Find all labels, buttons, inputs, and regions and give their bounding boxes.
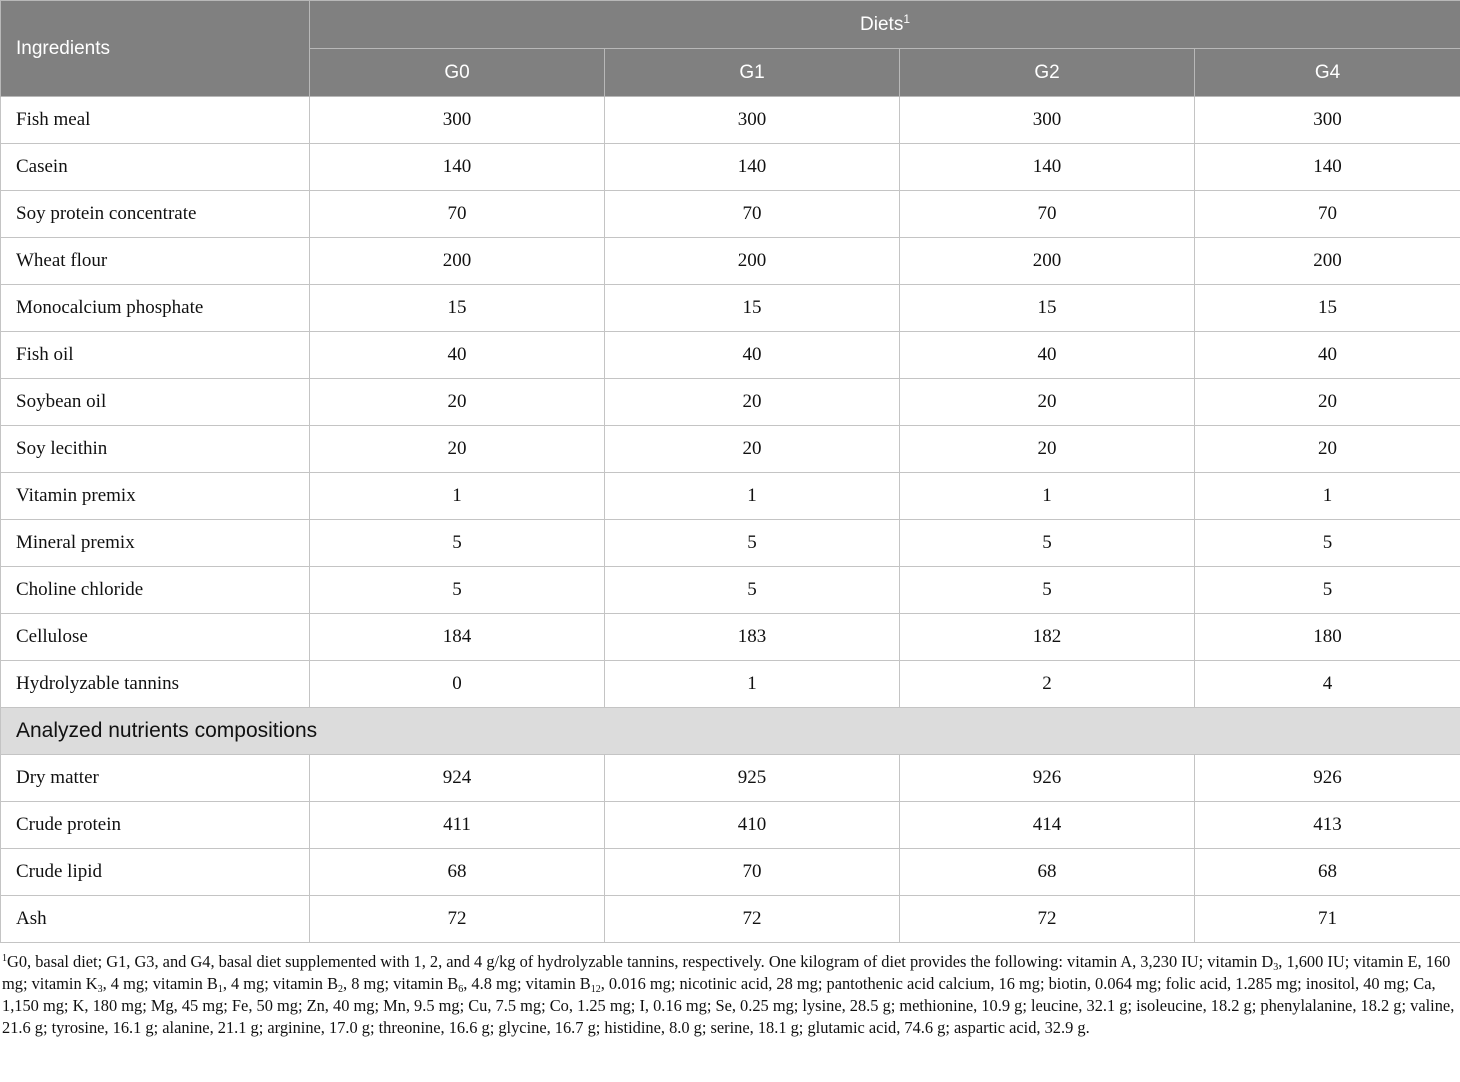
cell-g0: 0 <box>310 661 605 708</box>
cell-g0: 5 <box>310 567 605 614</box>
cell-g0: 5 <box>310 520 605 567</box>
cell-g1: 300 <box>605 97 900 144</box>
header-row-top <box>1 1 1460 49</box>
row-label: Monocalcium phosphate <box>1 285 310 332</box>
footnote-subscript: 3 <box>1273 962 1279 973</box>
table-row <box>1 661 1460 708</box>
cell-g1: 1 <box>605 661 900 708</box>
cell-g0: 184 <box>310 614 605 661</box>
table-row <box>1 379 1460 426</box>
row-label: Cellulose <box>1 614 310 661</box>
cell-g2: 70 <box>900 191 1195 238</box>
cell-g0: 924 <box>310 755 605 802</box>
row-label: Soybean oil <box>1 379 310 426</box>
cell-g4: 20 <box>1195 379 1460 426</box>
cell-g4: 70 <box>1195 191 1460 238</box>
group-header-g2: G2 <box>900 49 1195 97</box>
cell-g2: 20 <box>900 379 1195 426</box>
section-row <box>1 708 1460 755</box>
row-label: Choline chloride <box>1 567 310 614</box>
table-row <box>1 567 1460 614</box>
ingredients-header-label: Ingredients <box>16 37 111 59</box>
row-label: Crude protein <box>1 802 310 849</box>
footnote-text: G0, basal diet; G1, G3, and G4, basal diet supplemented with 1, 2, and 4 g/kg of hydrolyzable tannins, respectively. One kilogram of diet provides the following: vitamin A, 3,230 IU; vitamin D <box>7 952 1274 971</box>
row-label: Vitamin premix <box>1 473 310 520</box>
table-row <box>1 849 1460 896</box>
cell-g4: 926 <box>1195 755 1460 802</box>
diets-footnote-marker: 1 <box>903 11 911 26</box>
table-row <box>1 97 1460 144</box>
table-row <box>1 332 1460 379</box>
row-label: Crude lipid <box>1 849 310 896</box>
footnote-marker: 1 <box>2 953 7 964</box>
cell-g0: 1 <box>310 473 605 520</box>
cell-g1: 5 <box>605 567 900 614</box>
table-row <box>1 755 1460 802</box>
cell-g2: 926 <box>900 755 1195 802</box>
cell-g2: 1 <box>900 473 1195 520</box>
cell-g2: 20 <box>900 426 1195 473</box>
cell-g0: 20 <box>310 379 605 426</box>
row-label: Casein <box>1 144 310 191</box>
cell-g4: 71 <box>1195 896 1460 943</box>
footnote-text: , 8 mg; vitamin B <box>343 974 459 993</box>
cell-g4: 40 <box>1195 332 1460 379</box>
table-row <box>1 896 1460 943</box>
footnote-subscript: 3 <box>97 984 103 995</box>
cell-g2: 40 <box>900 332 1195 379</box>
cell-g0: 70 <box>310 191 605 238</box>
cell-g2: 15 <box>900 285 1195 332</box>
table-row <box>1 473 1460 520</box>
table-row <box>1 520 1460 567</box>
cell-g1: 200 <box>605 238 900 285</box>
cell-g4: 140 <box>1195 144 1460 191</box>
cell-g2: 72 <box>900 896 1195 943</box>
cell-g1: 15 <box>605 285 900 332</box>
cell-g1: 70 <box>605 849 900 896</box>
diets-header-label: Diets <box>860 13 904 35</box>
cell-g4: 413 <box>1195 802 1460 849</box>
row-label: Soy protein concentrate <box>1 191 310 238</box>
row-label: Soy lecithin <box>1 426 310 473</box>
cell-g2: 182 <box>900 614 1195 661</box>
cell-g4: 300 <box>1195 97 1460 144</box>
table-row <box>1 285 1460 332</box>
cell-g2: 5 <box>900 520 1195 567</box>
cell-g1: 40 <box>605 332 900 379</box>
table-row <box>1 238 1460 285</box>
cell-g4: 180 <box>1195 614 1460 661</box>
cell-g4: 68 <box>1195 849 1460 896</box>
footnote-text: , 1,600 IU; vitamin E, 160 mg; vitamin K <box>2 952 1451 993</box>
footnote-subscript: 12 <box>590 984 601 995</box>
cell-g0: 20 <box>310 426 605 473</box>
diets-header <box>310 1 1460 49</box>
cell-g4: 5 <box>1195 567 1460 614</box>
row-label: Wheat flour <box>1 238 310 285</box>
cell-g1: 1 <box>605 473 900 520</box>
row-label: Ash <box>1 896 310 943</box>
cell-g1: 20 <box>605 379 900 426</box>
footnote-text: , 4 mg; vitamin B <box>222 974 339 993</box>
footnote-text: , 4 mg; vitamin B <box>102 974 218 993</box>
cell-g2: 300 <box>900 97 1195 144</box>
footnote-text: , 0.016 mg; nicotinic acid, 28 mg; pantothenic acid calcium, 16 mg; biotin, 0.064 mg; folic acid, 1.285 mg; inositol, 40 mg; Ca, 1,150 mg; K, 180 mg; Mg, 45 mg; Fe, 50 mg; Zn, 40 mg; Mn, 9.5 mg; Cu, 7.5 mg; Co, 1.25 mg; I, 0.16 mg; Se, 0.25 mg; lysine, 28.5 g; methionine, 10.9 g; leucine, 32.1 g; isoleucine, 18.2 g; phenylalanine, 18.2 g; valine, 21.6 g; tyrosine, 16.1 g; alanine, 21.1 g; arginine, 17.0 g; threonine, 16.6 g; glycine, 16.7 g; histidine, 8.0 g; serine, 18.1 g; glutamic acid, 74.6 g; aspartic acid, 32.9 g. <box>2 974 1455 1037</box>
cell-g1: 140 <box>605 144 900 191</box>
cell-g2: 200 <box>900 238 1195 285</box>
table-footnote <box>0 943 1460 1039</box>
cell-g0: 300 <box>310 97 605 144</box>
cell-g0: 140 <box>310 144 605 191</box>
footnote-text: , 4.8 mg; vitamin B <box>463 974 591 993</box>
row-label: Fish meal <box>1 97 310 144</box>
cell-g1: 183 <box>605 614 900 661</box>
table-row <box>1 614 1460 661</box>
footnote-subscript: 6 <box>458 984 464 995</box>
cell-g1: 925 <box>605 755 900 802</box>
row-label: Dry matter <box>1 755 310 802</box>
table-row <box>1 802 1460 849</box>
table-header <box>1 1 1460 97</box>
cell-g1: 72 <box>605 896 900 943</box>
cell-g0: 68 <box>310 849 605 896</box>
footnote-subscript: 1 <box>217 984 223 995</box>
cell-g2: 68 <box>900 849 1195 896</box>
cell-g1: 5 <box>605 520 900 567</box>
table-row <box>1 144 1460 191</box>
cell-g1: 20 <box>605 426 900 473</box>
cell-g2: 2 <box>900 661 1195 708</box>
cell-g2: 140 <box>900 144 1195 191</box>
cell-g4: 5 <box>1195 520 1460 567</box>
group-header-g0: G0 <box>310 49 605 97</box>
group-header-g1: G1 <box>605 49 900 97</box>
cell-g4: 200 <box>1195 238 1460 285</box>
cell-g4: 15 <box>1195 285 1460 332</box>
cell-g4: 4 <box>1195 661 1460 708</box>
cell-g0: 40 <box>310 332 605 379</box>
cell-g4: 1 <box>1195 473 1460 520</box>
cell-g2: 5 <box>900 567 1195 614</box>
section-heading: Analyzed nutrients compositions <box>1 708 1460 755</box>
cell-g2: 414 <box>900 802 1195 849</box>
table-row <box>1 426 1460 473</box>
cell-g0: 200 <box>310 238 605 285</box>
cell-g1: 410 <box>605 802 900 849</box>
ingredients-header <box>1 1 310 97</box>
row-label: Fish oil <box>1 332 310 379</box>
cell-g4: 20 <box>1195 426 1460 473</box>
row-label: Mineral premix <box>1 520 310 567</box>
table-body <box>1 97 1460 943</box>
group-header-g4: G4 <box>1195 49 1460 97</box>
cell-g0: 15 <box>310 285 605 332</box>
cell-g1: 70 <box>605 191 900 238</box>
table-row <box>1 191 1460 238</box>
footnote-subscript: 2 <box>338 984 344 995</box>
cell-g0: 72 <box>310 896 605 943</box>
cell-g0: 411 <box>310 802 605 849</box>
row-label: Hydrolyzable tannins <box>1 661 310 708</box>
